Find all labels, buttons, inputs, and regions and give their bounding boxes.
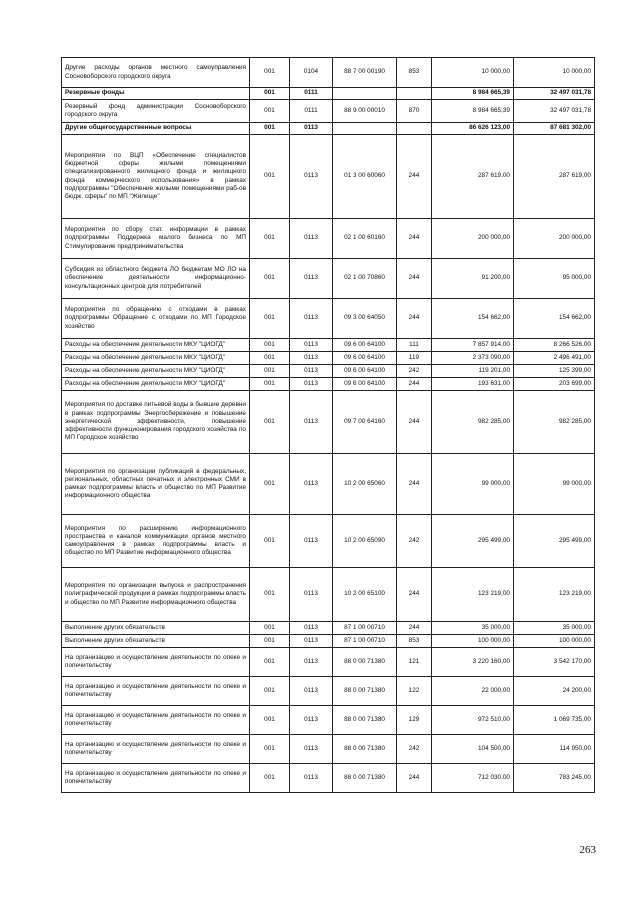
cell-amount-year-1: 8 984 665,39 [432, 88, 514, 100]
cell-expense-type: 853 [397, 635, 432, 648]
cell-amount-year-1: 100 000,00 [432, 635, 514, 648]
table-row [62, 515, 595, 568]
cell-section-code: 0111 [290, 88, 333, 100]
cell-description: Мероприятия по расширению информационного пространства и каналов коммуникации органов местного самоуправления в рамках подпрограммы власть и общество по МП Развитие информационного общества [62, 515, 250, 568]
cell-section-code: 0113 [290, 339, 333, 352]
cell-target-article: 88 9 00 00010 [333, 100, 397, 123]
cell-section-code: 0113 [290, 622, 333, 635]
cell-target-article: 88 0 00 71380 [333, 706, 397, 735]
cell-amount-year-2: 32 497 031,78 [514, 88, 595, 100]
cell-amount-year-2: 32 497 031,78 [514, 100, 595, 123]
cell-expense-type: 244 [397, 259, 432, 299]
cell-description: Мероприятия по ВЦП «Обеспечение специалистов бюджетной сферы жилыми помещениями специализированного жилищного фонда и жилищного фонда коммерческого использования» в рамках подпрограммы "Обеспечение жилыми помещениями раб-ов бюдж. сферы" по МП "Жилище" [62, 135, 250, 219]
cell-target-article: 09 6 00 64100 [333, 352, 397, 365]
cell-description: На организацию и осуществление деятельности по опеке и попечительству [62, 648, 250, 677]
cell-expense-type: 870 [397, 100, 432, 123]
cell-section-code: 0113 [290, 706, 333, 735]
cell-expense-type: 242 [397, 735, 432, 764]
cell-amount-year-1: 104 500,00 [432, 735, 514, 764]
cell-expense-type: 111 [397, 339, 432, 352]
table-row [62, 568, 595, 622]
cell-section-code: 0113 [290, 677, 333, 706]
cell-amount-year-2: 287 619,00 [514, 135, 595, 219]
table-row [62, 735, 595, 764]
cell-amount-year-1: 295 499,00 [432, 515, 514, 568]
cell-amount-year-1: 123 219,00 [432, 568, 514, 622]
cell-description: Мероприятия по доставке питьевой воды в бывшие деревни в рамках подпрограммы Энергосбережение и повышение энергетической эффективности, повышение эффективности функционирования городского хозяйства по МП Городское хозяйство [62, 391, 250, 454]
table-row [62, 219, 595, 259]
cell-amount-year-2: 87 681 302,00 [514, 123, 595, 135]
cell-amount-year-2: 200 000,00 [514, 219, 595, 259]
cell-section-code: 0113 [290, 764, 333, 793]
table-row [62, 58, 595, 88]
cell-section-code: 0113 [290, 515, 333, 568]
cell-description: На организацию и осуществление деятельности по опеке и попечительству [62, 764, 250, 793]
cell-target-article: 10 2 00 65060 [333, 454, 397, 515]
table-row [62, 378, 595, 391]
cell-description: Расходы на обеспечение деятельности МКУ "ЦИОГД" [62, 339, 250, 352]
cell-target-article: 88 0 00 71380 [333, 735, 397, 764]
table-row [62, 339, 595, 352]
cell-target-article: 10 2 00 65090 [333, 515, 397, 568]
cell-description: Расходы на обеспечение деятельности МКУ "ЦИОГД" [62, 365, 250, 378]
cell-amount-year-2: 783 245,00 [514, 764, 595, 793]
cell-target-article: 02 1 00 60160 [333, 219, 397, 259]
cell-target-article: 87 1 00 00710 [333, 622, 397, 635]
cell-target-article: 87 1 00 00710 [333, 635, 397, 648]
cell-amount-year-1: 287 619,00 [432, 135, 514, 219]
cell-amount-year-2: 24 200,00 [514, 677, 595, 706]
cell-target-article: 88 0 00 71380 [333, 764, 397, 793]
cell-description: Резервные фонды [62, 88, 250, 100]
cell-target-article [333, 123, 397, 135]
cell-description: Другие расходы органов местного самоуправления Сосновоборского городского округа [62, 58, 250, 88]
cell-amount-year-1: 982 285,00 [432, 391, 514, 454]
cell-section-code: 0113 [290, 391, 333, 454]
cell-section-code: 0113 [290, 454, 333, 515]
cell-amount-year-1: 91 200,00 [432, 259, 514, 299]
cell-department-code: 001 [250, 135, 290, 219]
table-row [62, 365, 595, 378]
cell-department-code: 001 [250, 339, 290, 352]
cell-amount-year-1: 35 000,00 [432, 622, 514, 635]
cell-department-code: 001 [250, 352, 290, 365]
cell-expense-type: 129 [397, 706, 432, 735]
cell-description: Другие общегосударственные вопросы [62, 123, 250, 135]
cell-description: Мероприятия по организации публикаций в федеральных, региональных, областных печатных и электронных СМИ в рамках подпрограммы власть и общество по МП Развитие информационного общества [62, 454, 250, 515]
table-row [62, 88, 595, 100]
cell-amount-year-1: 99 000,00 [432, 454, 514, 515]
cell-description: Мероприятия по обращению с отходами в рамках подпрограммы Обращение с отходами по МП Городское хозяйство [62, 299, 250, 339]
cell-department-code: 001 [250, 100, 290, 123]
cell-amount-year-2: 114 950,00 [514, 735, 595, 764]
cell-target-article: 09 6 00 64100 [333, 339, 397, 352]
cell-amount-year-1: 972 510,00 [432, 706, 514, 735]
cell-expense-type: 244 [397, 391, 432, 454]
page-number: 263 [579, 844, 596, 856]
cell-expense-type: 244 [397, 764, 432, 793]
cell-amount-year-2: 982 285,00 [514, 391, 595, 454]
cell-expense-type: 242 [397, 365, 432, 378]
cell-department-code: 001 [250, 454, 290, 515]
cell-target-article: 88 7 00 00190 [333, 58, 397, 88]
cell-department-code: 001 [250, 735, 290, 764]
cell-amount-year-1: 86 626 123,00 [432, 123, 514, 135]
table-row [62, 123, 595, 135]
table-row [62, 259, 595, 299]
cell-expense-type: 121 [397, 648, 432, 677]
budget-table [61, 57, 595, 793]
cell-section-code: 0113 [290, 568, 333, 622]
cell-department-code: 001 [250, 219, 290, 259]
table-row [62, 764, 595, 793]
cell-amount-year-2: 100 000,00 [514, 635, 595, 648]
cell-expense-type: 244 [397, 454, 432, 515]
table-row [62, 635, 595, 648]
cell-expense-type: 244 [397, 568, 432, 622]
cell-department-code: 001 [250, 764, 290, 793]
cell-amount-year-1: 3 220 160,00 [432, 648, 514, 677]
cell-amount-year-2: 1 069 735,00 [514, 706, 595, 735]
cell-section-code: 0113 [290, 299, 333, 339]
cell-section-code: 0113 [290, 135, 333, 219]
cell-section-code: 0113 [290, 123, 333, 135]
cell-description: Расходы на обеспечение деятельности МКУ "ЦИОГД" [62, 352, 250, 365]
cell-target-article: 01 3 00 60060 [333, 135, 397, 219]
cell-section-code: 0113 [290, 378, 333, 391]
cell-section-code: 0111 [290, 100, 333, 123]
cell-target-article: 09 7 00 64160 [333, 391, 397, 454]
cell-department-code: 001 [250, 259, 290, 299]
cell-expense-type: 122 [397, 677, 432, 706]
cell-amount-year-2: 125 399,00 [514, 365, 595, 378]
cell-section-code: 0113 [290, 259, 333, 299]
cell-target-article: 09 6 00 64100 [333, 365, 397, 378]
cell-amount-year-1: 193 631,00 [432, 378, 514, 391]
cell-section-code: 0113 [290, 219, 333, 259]
table-row [62, 135, 595, 219]
cell-department-code: 001 [250, 648, 290, 677]
table-row [62, 100, 595, 123]
cell-target-article [333, 88, 397, 100]
table-row [62, 391, 595, 454]
cell-amount-year-2: 10 000,00 [514, 58, 595, 88]
cell-expense-type: 244 [397, 219, 432, 259]
cell-description: Мероприятия по сбору стат. информации в рамках подпрограммы Поддержка малого бизнеса по МП Стимулирование предпринимательства [62, 219, 250, 259]
cell-section-code: 0104 [290, 58, 333, 88]
cell-target-article: 88 0 00 71380 [333, 648, 397, 677]
cell-expense-type: 244 [397, 622, 432, 635]
table-row [62, 454, 595, 515]
cell-amount-year-1: 2 373 090,00 [432, 352, 514, 365]
cell-amount-year-2: 123 219,00 [514, 568, 595, 622]
cell-amount-year-1: 712 030,00 [432, 764, 514, 793]
cell-description: Выполнение других обязательств [62, 635, 250, 648]
cell-section-code: 0113 [290, 735, 333, 764]
cell-description: Выполнение других обязательств [62, 622, 250, 635]
cell-target-article: 10 2 00 65100 [333, 568, 397, 622]
cell-section-code: 0113 [290, 648, 333, 677]
cell-expense-type: 244 [397, 299, 432, 339]
cell-expense-type: 853 [397, 58, 432, 88]
table-body [62, 58, 595, 793]
cell-department-code: 001 [250, 677, 290, 706]
cell-department-code: 001 [250, 706, 290, 735]
cell-target-article: 09 3 00 64050 [333, 299, 397, 339]
cell-department-code: 001 [250, 635, 290, 648]
cell-amount-year-1: 8 984 665,39 [432, 100, 514, 123]
cell-description: На организацию и осуществление деятельности по опеке и попечительству [62, 735, 250, 764]
cell-amount-year-2: 295 499,00 [514, 515, 595, 568]
cell-expense-type: 244 [397, 378, 432, 391]
cell-description: Резервный фонд администрации Сосновоборского городского округа [62, 100, 250, 123]
cell-department-code: 001 [250, 622, 290, 635]
cell-department-code: 001 [250, 568, 290, 622]
cell-amount-year-1: 200 000,00 [432, 219, 514, 259]
cell-department-code: 001 [250, 365, 290, 378]
cell-expense-type [397, 123, 432, 135]
cell-amount-year-2: 154 662,00 [514, 299, 595, 339]
cell-amount-year-2: 2 496 491,00 [514, 352, 595, 365]
cell-target-article: 88 0 00 71380 [333, 677, 397, 706]
cell-section-code: 0113 [290, 635, 333, 648]
cell-amount-year-1: 10 000,00 [432, 58, 514, 88]
cell-expense-type: 119 [397, 352, 432, 365]
cell-department-code: 001 [250, 515, 290, 568]
cell-description: Субсидия из областного бюджета ЛО бюджетам МО ЛО на обеспечение деятельности информационно-консультационных центров для потребителей [62, 259, 250, 299]
cell-department-code: 001 [250, 391, 290, 454]
cell-section-code: 0113 [290, 365, 333, 378]
table-row [62, 677, 595, 706]
cell-description: Расходы на обеспечение деятельности МКУ "ЦИОГД" [62, 378, 250, 391]
cell-expense-type [397, 88, 432, 100]
cell-amount-year-1: 7 857 914,00 [432, 339, 514, 352]
cell-expense-type: 242 [397, 515, 432, 568]
cell-amount-year-2: 8 266 526,00 [514, 339, 595, 352]
cell-description: Мероприятия по организации выпуска и распространения полиграфической продукции в рамках подпрограммы власть и общество по МП Развитие информационного общества [62, 568, 250, 622]
cell-description: На организацию и осуществление деятельности по опеке и попечительству [62, 706, 250, 735]
cell-amount-year-2: 203 699,00 [514, 378, 595, 391]
cell-department-code: 001 [250, 378, 290, 391]
cell-amount-year-2: 99 000,00 [514, 454, 595, 515]
cell-amount-year-1: 119 201,00 [432, 365, 514, 378]
cell-department-code: 001 [250, 88, 290, 100]
table-row [62, 648, 595, 677]
table-row [62, 622, 595, 635]
cell-amount-year-1: 154 662,00 [432, 299, 514, 339]
cell-department-code: 001 [250, 123, 290, 135]
table-row [62, 299, 595, 339]
cell-amount-year-2: 35 000,00 [514, 622, 595, 635]
cell-amount-year-2: 3 542 170,00 [514, 648, 595, 677]
cell-target-article: 09 6 00 64100 [333, 378, 397, 391]
cell-department-code: 001 [250, 58, 290, 88]
cell-amount-year-2: 95 000,00 [514, 259, 595, 299]
cell-description: На организацию и осуществление деятельности по опеке и попечительству [62, 677, 250, 706]
table-row [62, 706, 595, 735]
cell-department-code: 001 [250, 299, 290, 339]
cell-target-article: 02 1 00 70860 [333, 259, 397, 299]
cell-section-code: 0113 [290, 352, 333, 365]
cell-amount-year-1: 22 000,00 [432, 677, 514, 706]
table-row [62, 352, 595, 365]
cell-expense-type: 244 [397, 135, 432, 219]
